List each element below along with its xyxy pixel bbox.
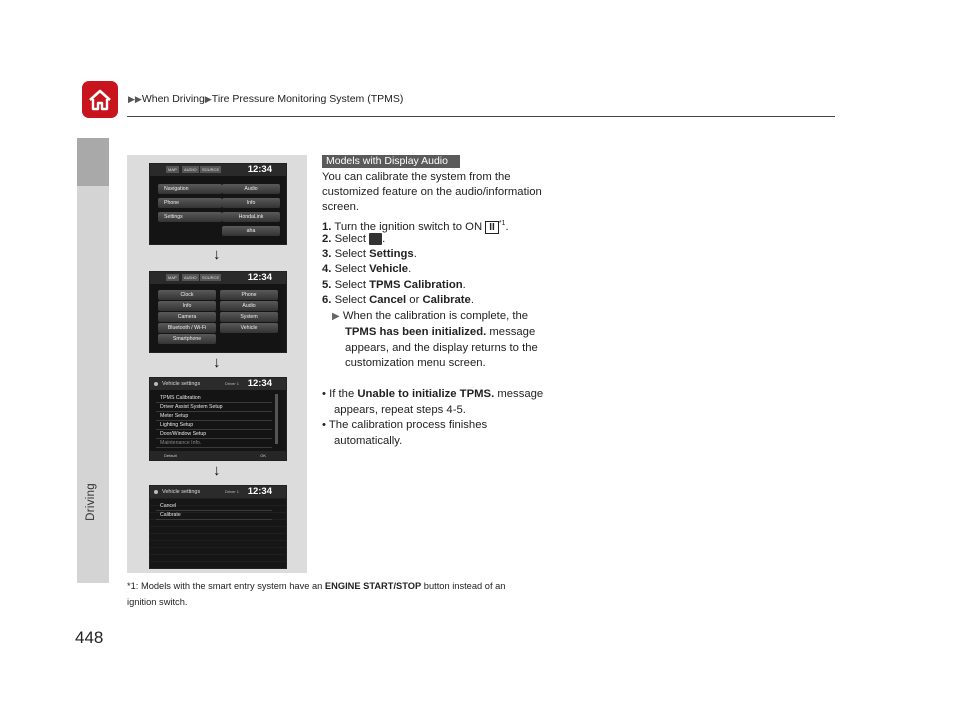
step-number: 3. (322, 248, 332, 260)
bullet-text: If the (329, 388, 355, 400)
calibrate-screen-image (149, 485, 287, 569)
chapter-tab-marker (77, 138, 109, 186)
home-screen-image (149, 163, 287, 245)
bullet-2-line-2: automatically. (334, 435, 403, 447)
result-line-1 (332, 309, 528, 324)
step-text: Select (334, 248, 366, 260)
phone-item: Phone (220, 290, 278, 300)
phone-item: Phone (158, 198, 222, 208)
breadcrumb-arrow-icon: ▶ (204, 94, 212, 104)
step-number: 1. (322, 220, 332, 233)
chapter-tab-label: Driving (85, 483, 97, 521)
settings-item: Settings (158, 212, 222, 222)
bullet-icon: • (322, 388, 326, 400)
aha-item: aha (222, 226, 280, 236)
intro-line-3: screen. (322, 201, 360, 213)
bullet-2 (322, 418, 487, 433)
audio-chip: AUDIO (184, 275, 197, 280)
map-chip: MAP (168, 275, 177, 280)
screen-clock: 12:34 (247, 272, 272, 283)
system-item: System (220, 312, 278, 322)
info-item: Info (222, 198, 280, 208)
footnote-text: *1: Models with the smart entry system have an (127, 581, 323, 591)
home-menu-icon (369, 233, 382, 245)
ok-label: OK (260, 453, 266, 458)
result-text: message (489, 326, 536, 338)
screen-footer (150, 451, 286, 460)
result-text: When the calibration is complete, the (342, 310, 529, 322)
screen-clock: 12:34 (247, 164, 272, 175)
breadcrumb (128, 93, 403, 105)
bluetooth-item: Bluetooth / Wi-Fi (158, 323, 216, 333)
footnote-button-name: ENGINE START/STOP (324, 581, 422, 591)
map-chip: MAP (168, 167, 177, 172)
footnote-ref[interactable]: *1 (498, 220, 506, 227)
vehicle-settings-screen-image (149, 377, 287, 461)
screen-title: Vehicle settings (162, 489, 201, 495)
screen-status-bar (150, 272, 286, 284)
intro-line-2: customized feature on the audio/information (322, 186, 542, 198)
step-3: 3. Select Settings. (322, 248, 417, 260)
step-6: 6. Select Cancel or Calibrate. (322, 294, 474, 306)
screen-header (150, 378, 286, 390)
screen-clock: 12:34 (247, 486, 272, 497)
hondalink-item: HondaLink (222, 212, 280, 222)
menu-row: TPMS Calibration (156, 394, 272, 403)
scrollbar (275, 394, 278, 444)
ignition-key-position: II (485, 221, 499, 234)
driver-label: Driver 1 (225, 381, 240, 386)
smartphone-item: Smartphone (158, 334, 216, 344)
screen-clock: 12:34 (247, 378, 272, 389)
step-or: or (409, 294, 420, 306)
step-1: 1. Turn the ignition switch to ON II $^{*1}$. (322, 220, 509, 233)
step-4: 4. Select Vehicle. (322, 263, 412, 275)
footnote-text: button instead of an (423, 581, 506, 591)
step-target: Vehicle (369, 263, 409, 275)
step-number: 6. (322, 294, 332, 306)
calibrate-row: Calibrate (156, 511, 272, 520)
audio-item: Audio (220, 301, 278, 311)
step-5: 5. Select TPMS Calibration. (322, 279, 466, 291)
result-line-2 (345, 325, 535, 340)
arrow-down-icon: ↓ (213, 462, 221, 479)
header-divider (127, 116, 835, 117)
result-line-3: appears, and the display returns to the (345, 342, 538, 354)
settings-screen-image (149, 271, 287, 353)
screenshots-panel (127, 155, 307, 573)
home-button[interactable] (82, 81, 118, 118)
back-icon (154, 490, 158, 494)
source-chip: SOURCE (202, 275, 220, 280)
step-number: 2. (322, 233, 332, 245)
bullet-1-line-2: appears, repeat steps 4-5. (334, 404, 466, 416)
audio-chip: AUDIO (184, 167, 197, 172)
home-icon (87, 88, 113, 112)
arrow-down-icon: ↓ (213, 354, 221, 371)
step-text: Select (334, 233, 366, 245)
arrow-down-icon: ↓ (213, 246, 221, 263)
step-number: 4. (322, 263, 332, 275)
default-label: Default (164, 453, 177, 458)
menu-row: Door/Window Setup (156, 430, 272, 439)
step-text: Select (334, 294, 366, 306)
footnote (127, 578, 505, 610)
cancel-row: Cancel (156, 502, 272, 511)
chapter-tab (77, 138, 109, 583)
breadcrumb-tpms[interactable]: Tire Pressure Monitoring System (TPMS) (211, 93, 404, 105)
screen-title: Vehicle settings (162, 381, 201, 387)
bullet-icon: • (322, 419, 326, 431)
result-arrow-icon: ▶ (332, 311, 340, 322)
source-chip: SOURCE (202, 167, 220, 172)
screen-status-bar (150, 164, 286, 176)
step-target: TPMS Calibration (369, 279, 463, 291)
step-text: Select (334, 279, 366, 291)
navigation-item: Navigation (158, 184, 222, 194)
model-badge: Models with Display Audio (322, 155, 460, 168)
vehicle-item: Vehicle (220, 323, 278, 333)
audio-item: Audio (222, 184, 280, 194)
step-text: Select (334, 263, 366, 275)
page-number: 448 (75, 628, 104, 647)
step-target: Settings (369, 248, 414, 260)
step-number: 5. (322, 279, 332, 291)
bullet-text: message (497, 388, 544, 400)
result-message: TPMS has been initialized. (345, 326, 487, 338)
clock-item: Clock (158, 290, 216, 300)
step-target: Calibrate (422, 294, 471, 306)
back-icon (154, 382, 158, 386)
footnote-line-2: ignition switch. (127, 597, 188, 607)
menu-row: Driver Assist System Setup (156, 403, 272, 412)
bullet-1 (322, 387, 543, 402)
breadcrumb-arrow-icon: ▶▶ (128, 94, 142, 104)
bullet-text: The calibration process finishes (328, 419, 488, 431)
step-text: Turn the ignition switch to ON (334, 220, 483, 233)
step-2: 2. Select . (322, 233, 386, 245)
error-message: Unable to initialize TPMS. (357, 388, 495, 400)
intro-line-1: You can calibrate the system from the (322, 171, 511, 183)
menu-row: Lighting Setup (156, 421, 272, 430)
camera-item: Camera (158, 312, 216, 322)
result-line-4: customization menu screen. (345, 357, 486, 369)
menu-row: Maintenance Info. (156, 439, 272, 448)
step-target: Cancel (369, 294, 407, 306)
driver-label: Driver 1 (225, 489, 240, 494)
info-item: Info (158, 301, 216, 311)
menu-row: Meter Setup (156, 412, 272, 421)
screen-header (150, 486, 286, 498)
breadcrumb-when-driving[interactable]: When Driving (141, 93, 205, 105)
